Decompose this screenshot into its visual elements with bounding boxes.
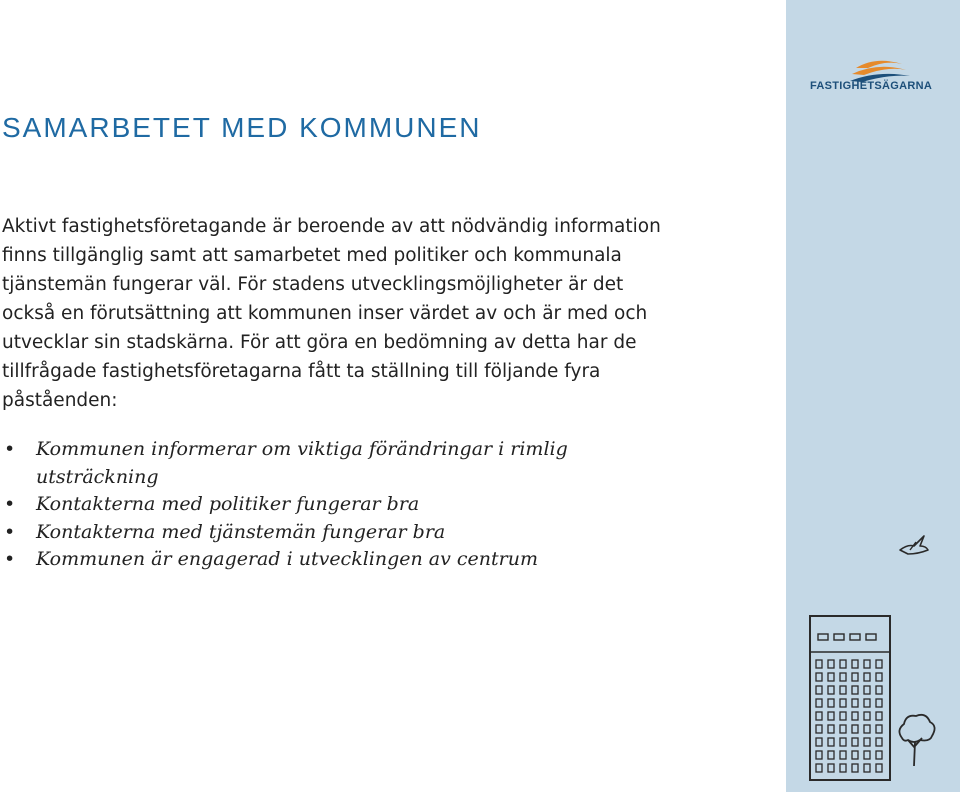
bullet-icon: •: [4, 438, 16, 460]
page-title: SAMARBETET MED KOMMUNEN: [2, 112, 482, 143]
list-item-text: Kommunen är engagerad i utvecklingen av centrum: [36, 548, 538, 570]
logo-text: FASTIGHETSÄGARNA: [810, 80, 933, 92]
statement-list: [2, 436, 642, 574]
list-item-text: Kommunen informerar om viktiga förändringar i rimlig utsträckning: [36, 438, 568, 488]
bullet-icon: •: [4, 548, 16, 570]
bullet-icon: •: [4, 493, 16, 515]
list-item: [2, 436, 642, 491]
list-item: [2, 491, 642, 519]
list-item-text: Kontakterna med tjänstemän fungerar bra: [36, 520, 446, 543]
building-icon: [804, 612, 896, 782]
list-item: [2, 519, 642, 547]
bullet-icon: •: [4, 520, 16, 543]
intro-paragraph: Aktivt fastighetsföretagande är beroende av att nödvändig information finns tillgänglig samt att samarbetet med politiker och kommunala tjänstemän fungerar väl. För stadens utvecklingsmöjligheter är det också en förutsättning att kommunen inser värdet av och är med och utvecklar sin stadskärna. För att göra en bedömning av detta har de tillfrågade fastighetsföretagarna fått ta ställning till följande fyra påståenden:: [2, 216, 661, 411]
list-item: [2, 546, 642, 574]
sidebar: [786, 0, 960, 792]
bird-icon: [896, 532, 930, 558]
tree-icon: [894, 712, 938, 768]
list-item-text: Kontakterna med politiker fungerar bra: [36, 493, 420, 515]
